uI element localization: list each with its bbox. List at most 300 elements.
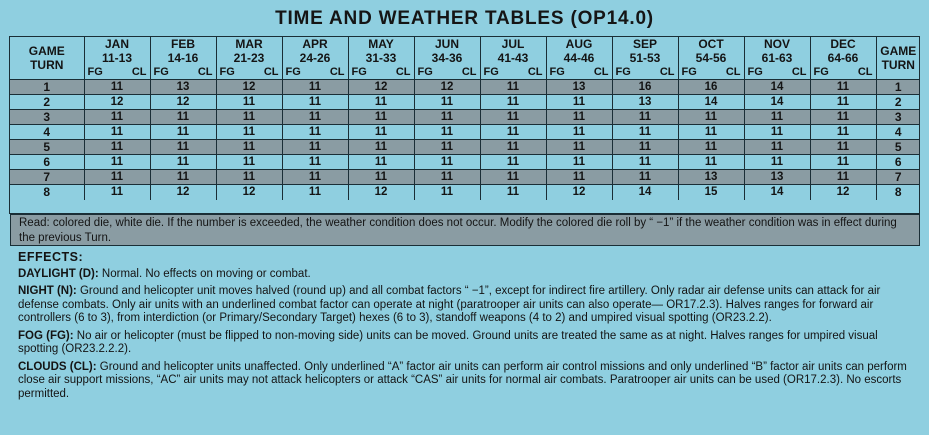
turn-number-right: 1 bbox=[876, 80, 920, 95]
fog-value: 11 bbox=[242, 126, 256, 138]
weather-cell bbox=[546, 80, 612, 95]
weather-cell bbox=[216, 125, 282, 140]
fog-value: 12 bbox=[176, 186, 190, 199]
weather-cell bbox=[282, 95, 348, 110]
cl-label: CL bbox=[725, 66, 741, 78]
month-header-apr bbox=[282, 37, 348, 65]
fog-value: 11 bbox=[836, 141, 850, 153]
fog-value: 11 bbox=[308, 156, 322, 168]
fog-value: 11 bbox=[242, 171, 256, 183]
fg-label: FG bbox=[87, 66, 103, 78]
fog-value: 11 bbox=[176, 156, 190, 168]
effect-text: Ground and helicopter units unaffected. Only underlined “A” factor air units can perform air control missions and only underlined “B” factor air units can perform close air support missions, “AC” air units may not attack helicopters or attack “CAS” air units for normal air combats. Paratrooper air units can be used (OR17.2.3). No escorts permitted. bbox=[18, 360, 907, 400]
weather-cell bbox=[282, 80, 348, 95]
month-header-oct bbox=[678, 37, 744, 65]
reading-note: Read: colored die, white die. If the number is exceeded, the weather condition does not occur. Modify the colored die roll by “ −1” if the weather condition was in effect during the previous Turn. bbox=[10, 214, 920, 246]
weather-cell bbox=[84, 140, 150, 155]
fog-value: 11 bbox=[110, 171, 124, 183]
fog-value: 11 bbox=[572, 126, 586, 138]
weather-cell bbox=[216, 185, 282, 200]
fog-value: 13 bbox=[638, 96, 652, 108]
weather-cell bbox=[414, 155, 480, 170]
weather-cell bbox=[414, 125, 480, 140]
effect-text: Ground and helicopter unit moves halved (round up) and all combat factors “ −1”, except for indirect fire artillery. Only radar air defense units can attack for air defense combats. Only air units with an underlined combat factor can operate at night (paratrooper air units can also operate— OR17.2.3). Halves ranges for forward air controllers (6 to 3), from interdiction (or Primary/Secondary Target) hexes (6 to 3), standoff weapons (4 to 2) and umpired visual spotting (OR23.2.2). bbox=[18, 285, 881, 324]
fg-cl-subheader bbox=[348, 65, 414, 80]
weather-cell bbox=[678, 110, 744, 125]
month-days: 21-23 bbox=[233, 51, 265, 65]
month-header-feb bbox=[150, 37, 216, 65]
fg-cl-subheader bbox=[282, 65, 348, 80]
fog-value: 11 bbox=[638, 111, 652, 123]
table-row bbox=[10, 95, 920, 110]
weather-cell bbox=[216, 155, 282, 170]
fg-cl-subheader bbox=[744, 65, 810, 80]
weather-cell bbox=[744, 80, 810, 95]
weather-cell bbox=[84, 110, 150, 125]
weather-cell bbox=[480, 185, 546, 200]
month-days: 61-63 bbox=[761, 51, 793, 65]
game-turn-header-right bbox=[876, 37, 920, 80]
turn-number-right: 6 bbox=[876, 155, 920, 170]
month-header-aug bbox=[546, 37, 612, 65]
month-name: AUG bbox=[565, 37, 593, 51]
fog-value: 11 bbox=[572, 141, 586, 153]
weather-cell bbox=[216, 110, 282, 125]
weather-cell bbox=[612, 155, 678, 170]
fog-value: 11 bbox=[506, 141, 520, 153]
fog-value: 11 bbox=[374, 156, 388, 168]
weather-cell bbox=[216, 170, 282, 185]
month-days: 34-36 bbox=[431, 51, 463, 65]
fog-value: 11 bbox=[440, 156, 454, 168]
turn-number-right: 3 bbox=[876, 110, 920, 125]
fg-label: FG bbox=[153, 66, 169, 78]
weather-cell bbox=[84, 95, 150, 110]
fog-value: 13 bbox=[704, 171, 718, 183]
weather-cell bbox=[348, 170, 414, 185]
month-name: JUL bbox=[501, 37, 525, 51]
weather-cell bbox=[480, 170, 546, 185]
weather-cell bbox=[348, 140, 414, 155]
fog-value: 11 bbox=[308, 81, 322, 93]
month-days: 11-13 bbox=[101, 51, 133, 65]
month-name: DEC bbox=[830, 37, 856, 51]
weather-cell bbox=[810, 140, 876, 155]
weather-cell bbox=[480, 155, 546, 170]
fg-label: FG bbox=[417, 66, 433, 78]
weather-cell bbox=[84, 155, 150, 170]
fog-value: 11 bbox=[440, 96, 454, 108]
weather-cell bbox=[810, 170, 876, 185]
fog-value: 11 bbox=[374, 111, 388, 123]
fog-value: 11 bbox=[110, 81, 124, 93]
weather-cell bbox=[282, 185, 348, 200]
fog-value: 11 bbox=[770, 111, 784, 123]
fog-value: 11 bbox=[374, 96, 388, 108]
weather-cell bbox=[678, 140, 744, 155]
effects-section bbox=[10, 251, 920, 405]
weather-cell bbox=[612, 95, 678, 110]
fog-value: 11 bbox=[374, 126, 388, 138]
month-name: OCT bbox=[698, 37, 724, 51]
turn-number-right: 2 bbox=[876, 95, 920, 110]
fg-cl-subheader bbox=[480, 65, 546, 80]
fog-value: 11 bbox=[770, 156, 784, 168]
fog-value: 12 bbox=[572, 186, 586, 199]
fog-value: 11 bbox=[176, 111, 190, 123]
fog-value: 12 bbox=[242, 81, 256, 93]
effect-text: No air or helicopter (must be flipped to non-moving side) units can be moved. Ground units are treated the same as at night. Halves ranges for umpired visual spotting (OR23.2.2.2). bbox=[18, 329, 878, 355]
weather-cell bbox=[810, 95, 876, 110]
weather-cell bbox=[414, 170, 480, 185]
fog-value: 11 bbox=[704, 156, 718, 168]
weather-cell bbox=[744, 140, 810, 155]
weather-cell bbox=[348, 110, 414, 125]
weather-cell bbox=[150, 110, 216, 125]
turn-number-right: 7 bbox=[876, 170, 920, 185]
weather-cell bbox=[84, 185, 150, 200]
weather-cell bbox=[480, 125, 546, 140]
fog-value: 11 bbox=[770, 126, 784, 138]
fg-label: FG bbox=[483, 66, 499, 78]
game-turn-word: TURN bbox=[881, 58, 915, 72]
fog-value: 14 bbox=[638, 186, 652, 199]
fog-value: 11 bbox=[440, 171, 454, 183]
fog-value: 12 bbox=[374, 186, 388, 199]
effect-item bbox=[18, 268, 912, 282]
month-name: FEB bbox=[171, 37, 195, 51]
fog-value: 11 bbox=[242, 156, 256, 168]
month-header-nov bbox=[744, 37, 810, 65]
effect-text: Normal. No effects on moving or combat. bbox=[98, 267, 311, 280]
turn-number-right: 5 bbox=[876, 140, 920, 155]
fog-value: 11 bbox=[836, 171, 850, 183]
weather-cell bbox=[282, 155, 348, 170]
weather-cell bbox=[414, 80, 480, 95]
month-header-sep bbox=[612, 37, 678, 65]
weather-cell bbox=[810, 185, 876, 200]
month-name: APR bbox=[302, 37, 328, 51]
effect-item bbox=[18, 330, 912, 357]
fog-value: 11 bbox=[176, 126, 190, 138]
fog-value: 11 bbox=[506, 111, 520, 123]
fog-value: 11 bbox=[308, 171, 322, 183]
fog-value: 11 bbox=[572, 96, 586, 108]
weather-cell bbox=[612, 125, 678, 140]
table-row bbox=[10, 185, 920, 200]
fog-value: 12 bbox=[242, 186, 256, 199]
fg-label: FG bbox=[549, 66, 565, 78]
table-row bbox=[10, 170, 920, 185]
cl-label: CL bbox=[857, 66, 873, 78]
fog-value: 13 bbox=[572, 81, 586, 93]
weather-cell bbox=[744, 170, 810, 185]
weather-cell bbox=[678, 125, 744, 140]
weather-cell bbox=[150, 140, 216, 155]
fog-value: 11 bbox=[440, 126, 454, 138]
fog-value: 15 bbox=[704, 186, 718, 199]
fog-value: 12 bbox=[836, 186, 850, 199]
weather-cell bbox=[150, 125, 216, 140]
turn-number-left: 4 bbox=[10, 125, 84, 140]
fog-value: 11 bbox=[506, 156, 520, 168]
fog-value: 14 bbox=[770, 186, 784, 199]
weather-cell bbox=[150, 80, 216, 95]
fog-value: 14 bbox=[770, 81, 784, 93]
weather-cell bbox=[480, 80, 546, 95]
weather-cell bbox=[612, 140, 678, 155]
fog-value: 11 bbox=[308, 111, 322, 123]
turn-number-left: 6 bbox=[10, 155, 84, 170]
month-header-dec bbox=[810, 37, 876, 65]
fog-value: 11 bbox=[308, 126, 322, 138]
fg-label: FG bbox=[813, 66, 829, 78]
effect-label: CLOUDS (CL): bbox=[18, 360, 97, 373]
cl-label: CL bbox=[395, 66, 411, 78]
fg-label: FG bbox=[285, 66, 301, 78]
month-days: 41-43 bbox=[497, 51, 529, 65]
fg-label: FG bbox=[351, 66, 367, 78]
table-row bbox=[10, 125, 920, 140]
fog-value: 11 bbox=[176, 141, 190, 153]
fog-value: 11 bbox=[308, 141, 322, 153]
fog-value: 11 bbox=[242, 141, 256, 153]
weather-cell bbox=[348, 95, 414, 110]
weather-cell bbox=[744, 110, 810, 125]
weather-cell bbox=[678, 170, 744, 185]
weather-cell bbox=[810, 110, 876, 125]
month-header-jun bbox=[414, 37, 480, 65]
month-name: JAN bbox=[104, 37, 129, 51]
fog-value: 16 bbox=[704, 81, 718, 93]
fog-value: 11 bbox=[836, 111, 850, 123]
weather-cell bbox=[810, 155, 876, 170]
month-days: 44-46 bbox=[563, 51, 595, 65]
weather-cell bbox=[678, 155, 744, 170]
fog-value: 11 bbox=[572, 156, 586, 168]
weather-cell bbox=[612, 185, 678, 200]
game-turn-word: GAME bbox=[880, 44, 917, 58]
weather-cell bbox=[546, 170, 612, 185]
fog-value: 11 bbox=[836, 156, 850, 168]
fog-value: 11 bbox=[704, 111, 718, 123]
fg-label: FG bbox=[681, 66, 697, 78]
turn-number-right: 4 bbox=[876, 125, 920, 140]
fg-cl-subheader bbox=[84, 65, 150, 80]
weather-cell bbox=[84, 125, 150, 140]
fog-value: 11 bbox=[506, 96, 520, 108]
effect-item bbox=[18, 285, 912, 326]
turn-number-left: 1 bbox=[10, 80, 84, 95]
cl-label: CL bbox=[329, 66, 345, 78]
cl-label: CL bbox=[659, 66, 675, 78]
fog-value: 11 bbox=[704, 141, 718, 153]
fog-value: 11 bbox=[836, 96, 850, 108]
month-header-may bbox=[348, 37, 414, 65]
weather-cell bbox=[348, 80, 414, 95]
fog-value: 11 bbox=[638, 156, 652, 168]
weather-cell bbox=[84, 80, 150, 95]
fog-value: 16 bbox=[638, 81, 652, 93]
weather-cell bbox=[546, 155, 612, 170]
cl-label: CL bbox=[197, 66, 213, 78]
table-row bbox=[10, 110, 920, 125]
fog-value: 11 bbox=[506, 186, 520, 199]
weather-cell bbox=[348, 125, 414, 140]
turn-number-left: 5 bbox=[10, 140, 84, 155]
fg-cl-subheader bbox=[150, 65, 216, 80]
fog-value: 11 bbox=[440, 111, 454, 123]
fg-cl-subheader bbox=[678, 65, 744, 80]
weather-cell bbox=[414, 140, 480, 155]
fog-value: 11 bbox=[440, 141, 454, 153]
fog-value: 12 bbox=[440, 81, 454, 93]
weather-cell bbox=[216, 140, 282, 155]
weather-cell bbox=[282, 140, 348, 155]
fog-value: 11 bbox=[242, 111, 256, 123]
effect-item bbox=[18, 361, 912, 402]
month-header-jul bbox=[480, 37, 546, 65]
fog-value: 13 bbox=[176, 81, 190, 93]
fog-value: 11 bbox=[110, 141, 124, 153]
fog-value: 11 bbox=[440, 186, 454, 199]
fog-value: 11 bbox=[242, 96, 256, 108]
fog-value: 11 bbox=[572, 171, 586, 183]
cl-label: CL bbox=[593, 66, 609, 78]
fog-value: 13 bbox=[770, 171, 784, 183]
effects-list bbox=[18, 268, 912, 402]
game-turn-word: TURN bbox=[30, 58, 64, 72]
fg-cl-subheader bbox=[546, 65, 612, 80]
weather-cell bbox=[150, 170, 216, 185]
fg-cl-subheader bbox=[414, 65, 480, 80]
weather-cell bbox=[744, 155, 810, 170]
month-days: 14-16 bbox=[167, 51, 199, 65]
fg-cl-subheader bbox=[612, 65, 678, 80]
weather-cell bbox=[480, 110, 546, 125]
month-days: 31-33 bbox=[365, 51, 397, 65]
weather-cell bbox=[678, 80, 744, 95]
month-days: 64-66 bbox=[827, 51, 859, 65]
table-header bbox=[10, 37, 920, 80]
weather-cell bbox=[546, 110, 612, 125]
fog-value: 12 bbox=[110, 96, 124, 108]
weather-cell bbox=[612, 80, 678, 95]
fg-label: FG bbox=[615, 66, 631, 78]
month-name: SEP bbox=[632, 37, 657, 51]
fog-value: 11 bbox=[770, 141, 784, 153]
fog-value: 12 bbox=[374, 81, 388, 93]
month-header-mar bbox=[216, 37, 282, 65]
weather-cell bbox=[414, 95, 480, 110]
effects-heading: EFFECTS: bbox=[18, 250, 84, 264]
month-name: JUN bbox=[434, 37, 459, 51]
turn-number-left: 2 bbox=[10, 95, 84, 110]
month-name: MAR bbox=[235, 37, 263, 51]
month-name: MAY bbox=[368, 37, 394, 51]
month-days: 51-53 bbox=[629, 51, 661, 65]
month-days: 24-26 bbox=[299, 51, 331, 65]
fg-cl-subheader bbox=[810, 65, 876, 80]
fg-cl-subheader bbox=[216, 65, 282, 80]
fog-value: 11 bbox=[506, 81, 520, 93]
game-turn-word: GAME bbox=[28, 44, 65, 58]
weather-cell bbox=[348, 155, 414, 170]
table-row bbox=[10, 80, 920, 95]
weather-cell bbox=[546, 95, 612, 110]
weather-cell bbox=[150, 155, 216, 170]
fog-value: 14 bbox=[704, 96, 718, 108]
fog-value: 11 bbox=[836, 126, 850, 138]
fg-label: FG bbox=[219, 66, 235, 78]
fog-value: 11 bbox=[110, 126, 124, 138]
weather-cell bbox=[678, 185, 744, 200]
game-turn-header-left bbox=[10, 37, 84, 80]
effect-label: FOG (FG): bbox=[18, 329, 74, 342]
weather-cell bbox=[546, 185, 612, 200]
turn-number-left: 8 bbox=[10, 185, 84, 200]
month-header-jan bbox=[84, 37, 150, 65]
fog-value: 11 bbox=[506, 171, 520, 183]
weather-cell bbox=[282, 125, 348, 140]
weather-cell bbox=[546, 140, 612, 155]
weather-cell bbox=[150, 185, 216, 200]
weather-cell bbox=[282, 170, 348, 185]
weather-cell bbox=[480, 140, 546, 155]
weather-cell bbox=[810, 125, 876, 140]
month-days: 54-56 bbox=[695, 51, 727, 65]
fog-value: 12 bbox=[176, 96, 190, 108]
table-body bbox=[10, 80, 920, 200]
fog-value: 11 bbox=[308, 186, 322, 199]
weather-cell bbox=[612, 110, 678, 125]
fog-value: 11 bbox=[110, 111, 124, 123]
cl-label: CL bbox=[791, 66, 807, 78]
weather-cell bbox=[744, 185, 810, 200]
fog-value: 11 bbox=[638, 141, 652, 153]
weather-cell bbox=[744, 125, 810, 140]
cl-label: CL bbox=[461, 66, 477, 78]
weather-cell bbox=[84, 170, 150, 185]
weather-table bbox=[10, 37, 920, 200]
weather-cell bbox=[744, 95, 810, 110]
cl-label: CL bbox=[263, 66, 279, 78]
fog-value: 11 bbox=[572, 111, 586, 123]
fog-value: 11 bbox=[308, 96, 322, 108]
month-name: NOV bbox=[763, 37, 790, 51]
cl-label: CL bbox=[131, 66, 147, 78]
fog-value: 11 bbox=[836, 81, 850, 93]
weather-cell bbox=[216, 80, 282, 95]
table-row bbox=[10, 140, 920, 155]
weather-cell bbox=[282, 110, 348, 125]
fog-value: 11 bbox=[176, 171, 190, 183]
weather-cell bbox=[414, 110, 480, 125]
fog-value: 11 bbox=[638, 126, 652, 138]
table-row bbox=[10, 155, 920, 170]
cl-label: CL bbox=[527, 66, 543, 78]
fog-value: 11 bbox=[110, 156, 124, 168]
fog-value: 11 bbox=[374, 171, 388, 183]
weather-cell bbox=[348, 185, 414, 200]
turn-number-right: 8 bbox=[876, 185, 920, 200]
fog-value: 11 bbox=[638, 171, 652, 183]
page-title: TIME AND WEATHER TABLES (OP14.0) bbox=[275, 8, 654, 29]
fg-label: FG bbox=[747, 66, 763, 78]
effect-label: NIGHT (N): bbox=[18, 285, 77, 297]
weather-cell bbox=[216, 95, 282, 110]
weather-cell bbox=[414, 185, 480, 200]
